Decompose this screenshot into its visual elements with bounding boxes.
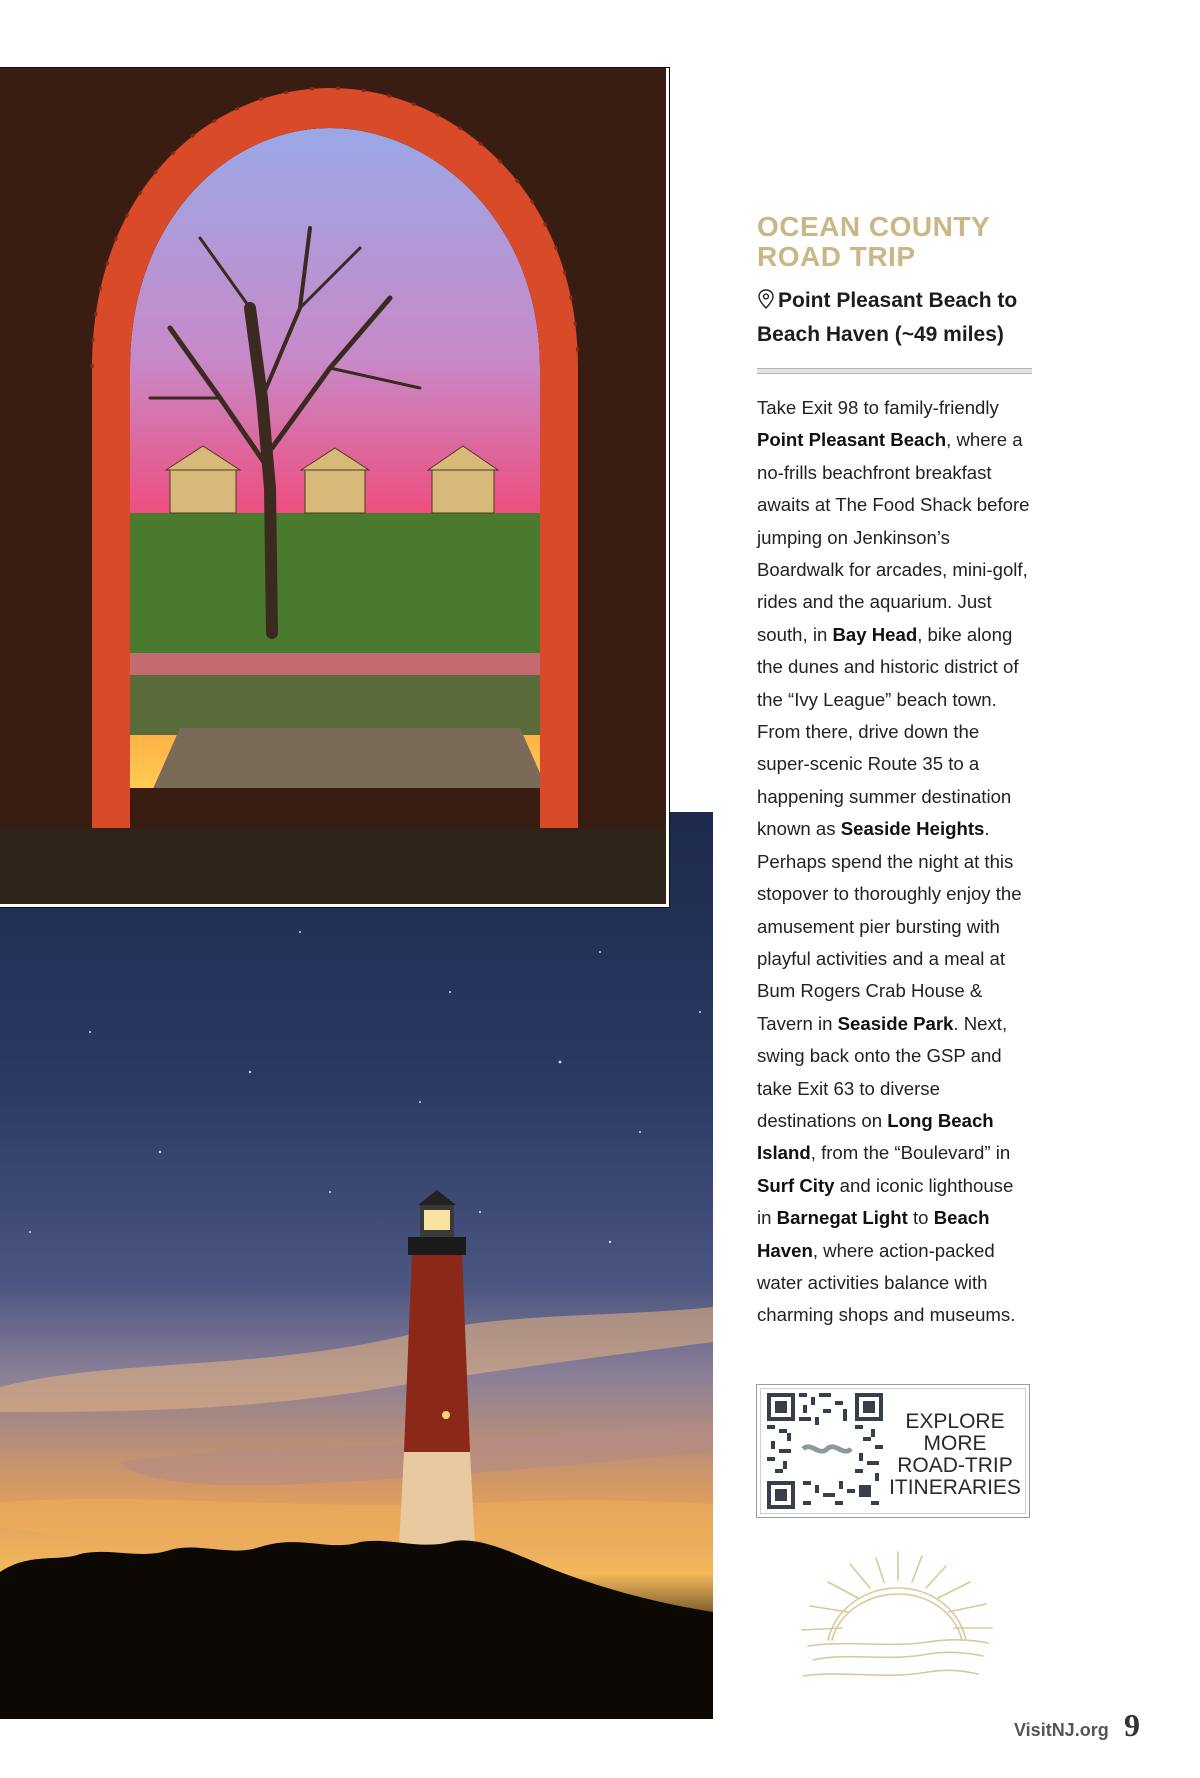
route-line (757, 284, 1032, 352)
qr-caption-line-2: MORE (923, 1432, 987, 1455)
article-headline (757, 212, 1032, 272)
qr-callout[interactable] (756, 1384, 1030, 1518)
place-name: Long Beach Island (757, 1109, 994, 1164)
place-name: Point Pleasant Beach (757, 429, 947, 451)
headline-line-2: ROAD TRIP (757, 241, 916, 272)
map-pin-icon (757, 289, 775, 309)
route-text: Point Pleasant Beach to Beach Haven (~49 miles) (757, 289, 1018, 346)
body-text-run: and iconic lighthouse in (757, 1174, 1014, 1229)
body-text-run: , from the “Boulevard” in (810, 1142, 1011, 1164)
article-column (757, 212, 1032, 1332)
qr-caption-line-4: ITINERARIES (889, 1476, 1021, 1499)
place-name: Seaside Park (837, 1012, 954, 1034)
body-text-run: , where a no-frills beachfront breakfast awaits at The Food Shack before jumping on Jenkinson’s Boardwalk for arcades, mini-golf, rides and the aquarium. Just south, in (757, 429, 1030, 645)
article-body (757, 392, 1032, 1332)
sun-icon (788, 1548, 998, 1698)
lighthouse-photo (0, 812, 713, 1719)
body-text-run: , bike along the dunes and historic district of the “Ivy League” beach town. From there, drive down the super-scenic Route 35 to a happening summer destination known as (757, 623, 1019, 840)
qr-caption (887, 1411, 1023, 1499)
place-name: Bay Head (832, 623, 918, 645)
arch-sunset-photo (0, 68, 669, 907)
body-text-run: Take Exit 98 to family-friendly (757, 397, 999, 418)
footer-site-url[interactable]: VisitNJ.org (1014, 1720, 1109, 1740)
headline-line-1: OCEAN COUNTY (757, 211, 991, 242)
place-name: Beach Haven (757, 1207, 990, 1261)
place-name: Surf City (757, 1174, 835, 1196)
body-text-run: , where action-packed water activities balance with charming shops and museums. (757, 1239, 1016, 1326)
place-name: Barnegat Light (776, 1207, 908, 1229)
place-name: Seaside Heights (840, 818, 985, 840)
qr-caption-line-3: ROAD-TRIP (897, 1454, 1013, 1477)
qr-code[interactable] (767, 1393, 883, 1509)
body-text-run: to (907, 1207, 934, 1229)
body-text-run: . Perhaps spend the night at this stopover to thoroughly enjoy the amusement pier bursting with playful activities and a meal at Bum Rogers Crab House & Tavern in (757, 818, 1022, 1034)
page-number: 9 (1124, 1707, 1140, 1743)
body-text-run: . Next, swing back onto the GSP and take Exit 63 to diverse destinations on (757, 1012, 1008, 1131)
divider-rule (757, 368, 1032, 374)
qr-caption-line-1: EXPLORE (905, 1410, 1005, 1433)
